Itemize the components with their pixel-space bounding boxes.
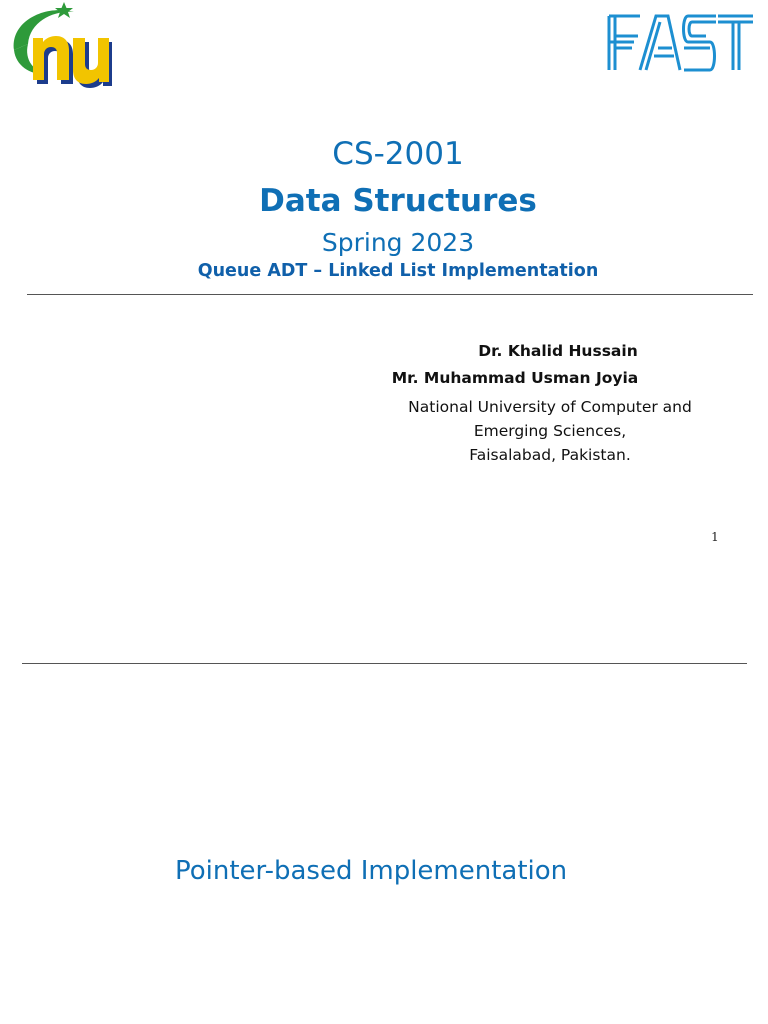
- course-title: Data Structures: [259, 183, 537, 219]
- affiliation: [360, 395, 740, 467]
- term-label: Spring 2023: [321, 228, 475, 257]
- slide-title: Pointer-based Implementation: [175, 856, 568, 886]
- divider-line: [27, 294, 753, 295]
- lecture-topic: Queue ADT – Linked List Implementation: [197, 261, 599, 281]
- page-divider-line: [22, 663, 747, 664]
- fast-logo-icon: [606, 12, 756, 74]
- affiliation-line: National University of Computer and: [408, 398, 692, 416]
- course-code: CS-2001: [332, 136, 464, 172]
- author-name: Mr. Muhammad Usman Joyia: [391, 369, 639, 387]
- affiliation-line: Faisalabad, Pakistan.: [469, 446, 631, 464]
- author-name: Dr. Khalid Hussain: [478, 342, 638, 360]
- affiliation-line: Emerging Sciences,: [473, 422, 627, 440]
- slide-number: 1: [711, 530, 719, 544]
- nu-university-logo-icon: [4, 2, 112, 90]
